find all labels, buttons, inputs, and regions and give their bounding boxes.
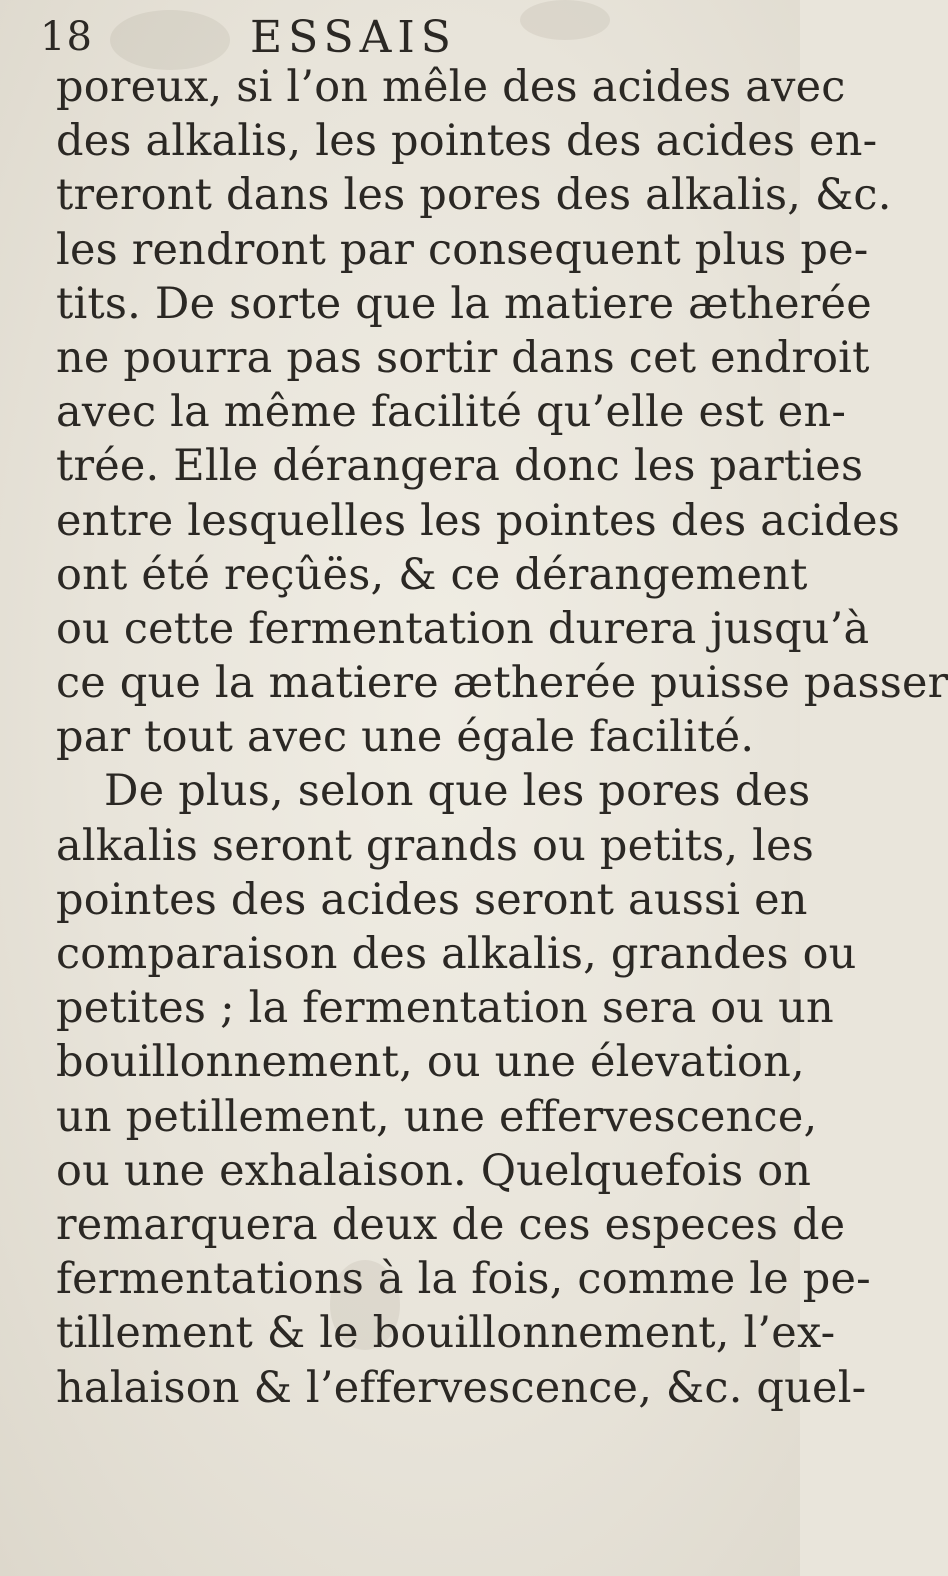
page-header [40,8,740,68]
text-line: bouillonnement, ou une élevation, [56,1037,805,1088]
text-line: treront dans les pores des alkalis, &c. [56,170,892,221]
text-line: avec la même facilité qu’elle est en- [56,387,847,438]
text-line: halaison & l’effervescence, &c. quel- [56,1362,867,1413]
text-line: comparaison des alkalis, grandes ou [56,929,857,979]
text-line: remarquera deux de ces especes de [56,1199,846,1250]
text-line: ou cette fermentation durera jusqu’à [56,603,870,654]
text-line: un petillement, une effervescence, [56,1091,818,1142]
running-title: ESSAIS [250,12,457,63]
text-line: ne pourra pas sortir dans cet endroit [56,332,870,383]
text-line: entre lesquelles les pointes des acides [56,495,900,546]
text-line: petites ; la fermentation sera ou un [56,983,834,1034]
text-line: alkalis seront grands ou petits, les [56,820,814,871]
text-line: ce que la matiere ætherée puisse passer [56,658,948,709]
text-line: tillement & le bouillonnement, l’ex- [56,1308,836,1359]
text-line: des alkalis, les pointes des acides en- [56,116,878,167]
text-line: pointes des acides seront aussi en [56,874,808,925]
text-line: ont été reçûës, & ce dérangement [56,549,808,600]
text-line: fermentations à la fois, comme le pe- [56,1254,871,1305]
text-line: trée. Elle dérangera donc les parties [56,441,864,492]
text-line: par tout avec une égale facilité. [56,712,755,763]
text-line: les rendront par consequent plus pe- [56,224,869,275]
text-line: ou une exhalaison. Quelquefois on [56,1145,812,1196]
text-line: tits. De sorte que la matiere ætherée [56,278,872,329]
text-line: De plus, selon que les pores des [104,766,811,817]
text-body [56,60,948,1415]
text-line: poreux, si l’on mêle des acides avec [56,62,846,112]
page-number: 18 [40,14,93,60]
